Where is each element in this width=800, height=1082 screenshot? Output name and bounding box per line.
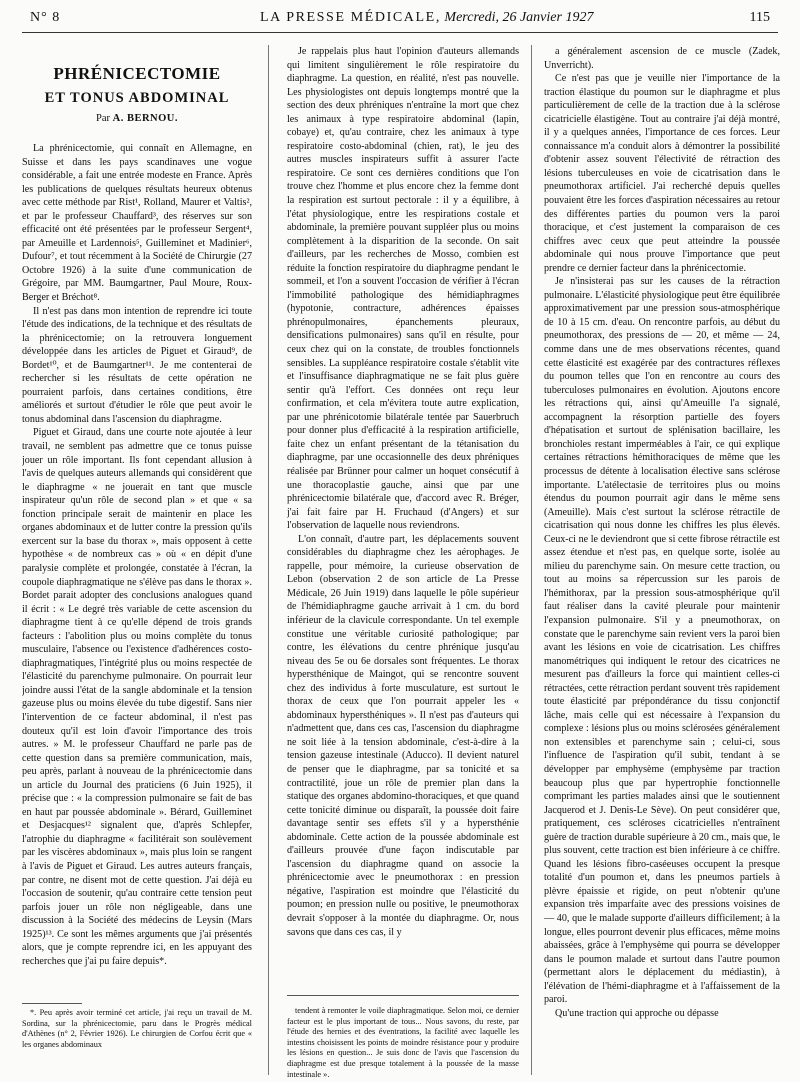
paragraph: L'on connaît, d'autre part, les déplacements souvent considérables du diaphragme chez les aérophages. Je rappelle, pour mémoire, la curieuse observation de Lebon (observation 2 de son article de La Presse Médicale, 26 Juin 1919) dans laquelle le pôle supérieur de l'hémidiaphragme gauche arrivait à 1 cm. du bord inférieur de la clavicule correspondante. Un tel exemple constitue une véritable curiosité pathologique; par contre, les élévations du centre phrénique jusqu'au niveau des 5e ou 6e dorsales sont fréquentes. Le thorax hypersthénique de Maingot, qui se rencontre souvent chez des individus à forte musculature, est surtout le thorax de ceux que l'on pourrait appeler les « abdominaux hypersthéniques ». Il n'est pas d'auteurs qui n'admettent que, dans ces cas, l'ascension du diaphragme ne soit liée à la tension abdominale, c'est-à-dire à la tension gazeuse intestinale (Aducco). Il devient naturel de penser que le diaphragme, par sa tonicité et sa contractilité, joue un rôle de premier plan dans la statique des organes abdomino-thoraciques, et que quand cette tonicité diminue ou disparaît, la poussée doit faire davantage sentir ses effets s'il y a hypersthénie abdominale. Cette action de la poussée abdominale est d'ailleurs prouvée d'une façon indiscutable par l'ascension du diaphragme quand on associe la phrénicectomie avec le pneumothorax : en pression négative, l'aspiration est moindre que l'élasticité du poumon; en pression nulle ou positive, le pneumothorax devrait s'opposer à la montée du diaphragme. Or, nous savons que dans ces cas, il y bbox=[287, 533, 519, 938]
footnote-text: *. Peu après avoir terminé cet article, j'ai reçu un travail de M. Sordina, sur la phrénicectomie, paru dans le Progrès médical d'Athènes (n° 2, Février 1926). Le chirurgien de Corfou écrit que « les organes abdominaux bbox=[22, 1008, 252, 1049]
page-header bbox=[30, 8, 770, 30]
author-name: A. BERNOU. bbox=[112, 113, 178, 124]
paragraph: Je n'insisterai pas sur les causes de la rétraction pulmonaire. L'élasticité physiologique peut être équilibrée approximativement par une pression sous-atmosphérique de 10 à 15 cm. d'eau. On rencontre parfois, au début du pneumothorax, des pressions de — 20, et même — 24, comme dans une de mes observations récentes, quand cette élasticité est exagérée par des contractures réflexes du poumon telles que l'on en rencontre au cours des tuberculoses pulmonaires en évolution. Ajoutons encore les rétractions qui, ainsi qu'Ameuille l'a signalé, accompagnent la résorption partielle des foyers d'hépatisation et surtout de splénisation bacillaire, les bronchioles restant imperméables à l'air, ce qui explique certaines rétractions hémithoraciques de même que les processus de détente à localisation élective sans sclérose importante. L'atélectasie de territoires plus ou moins étendus du poumon pourrait agir dans le même sens (Ameuille). Mais c'est surtout la sclérose rétractile de cicatrisation qui nous donne les chiffres les plus élevés. Ceux-ci ne le deviendront que si cette fibrose rétractile est assez étendue et n'est pas, en quelque sorte, isolée au milieu du parenchyme sain. On mesure cette traction, ou tout au moins sa répercussion sur les parois de l'hémithorax, par la pression sous-atmosphérique qu'il faut réaliser dans la cavité pleurale pour maintenir l'expansion pulmonaire. S'il y a pneumothorax, on constate que le parenchyme sain revient vers la paroi bien avant les lésions en voie de cicatrisation. Les chiffres manométriques qui indiquent le retour des cicatrices ne mesurent pas d'ailleurs la force qui maintient celles-ci rétractées, cette rétraction perdant souvent très rapidement toute élasticité par prépondérance du tissu conjonctif lâche, mais celle qui est nécessaire à l'expansion du complexe : lésions plus ou moins sclérosées généralement non extensibles et parenchyme sain ; celui-ci, sous l'influence de l'aspiration qu'il subit, tendant à se développer par emphysème (emphysème par traction beaucoup plus que par hypertrophie fonctionnelle comprimant les parties malades ainsi que le soutiennent Jacquerod et J. Denis-Le Sève). On peut considérer que, pratiquement, ces scléroses cicatricielles n'entraînent guère de traction durable supérieure à 20 cm., mais que, le plus souvent, cette traction est bien inférieure à ce chiffre. Quand les lésions fibro-caséeuses occupent la presque totalité d'un poumon et, dans les pneumos partiels à plèvre épaissie et rigide, on peut n'obtenir qu'une expansion très imparfaite avec des pressions voisines de — 40, que le malade supporte d'ailleurs difficilement; à la longue, elles pourront devenir plus efficaces, même moins abaissées, grâce à l'emphysème qui pourra se développer dans le poumon malade et surtout dans l'autre poumon (permettant alors le déplacement du médiastin), à l'élévation de l'hémi-diaphragme et à l'affaissement de la paroi. bbox=[544, 276, 780, 1006]
column-2 bbox=[287, 45, 519, 990]
paragraph: Qu'une traction qui approche ou dépasse bbox=[555, 1007, 719, 1019]
header-rule bbox=[22, 32, 778, 33]
column-3 bbox=[544, 45, 780, 1077]
footnote-rule bbox=[287, 995, 519, 996]
article-title: PHRÉNICECTOMIE bbox=[53, 64, 221, 83]
page-number: 115 bbox=[749, 10, 770, 25]
column-divider bbox=[268, 45, 269, 1075]
footnote-text: tendent à remonter le voile diaphragmatique. Selon moi, ce dernier facteur est le plus important de tous... Nous savons, du reste, par l'étude des hernies et des éventrations, la facilité avec laquelle les intestins choisissent les points de moindre résistance pour y produire les lésions en question... Je suis donc de l'avis que l'ascension du diaphragme est due presque totalement à la poussée de la masse intestinale ». bbox=[287, 1006, 519, 1078]
paragraph: La phrénicectomie, qui connaît en Allemagne, en Suisse et dans les pays scandinaves une vogue considérable, a fait une entrée modeste en France. Après les publications de quelques résultats heureux obtenus avec cette méthode par Rist¹, Rolland, Maurer et Valtis², et par le professeur Chauffard³, des réserves sur son efficacité ont été présentées par le professeur Sergent⁴, par Ameuille et Lardennois⁵, Guilleminet et Madinier⁶, Dufour⁷, et tout récemment à la Société de Chirurgie (27 Octobre 1926) à la suite d'une communication de Grégoire, par MM. Baumgartner, Paul Moure, Roux-Berger et Bréchot⁸. bbox=[22, 143, 252, 304]
article-subtitle: ET TONUS ABDOMINAL bbox=[44, 90, 230, 106]
journal-title: LA PRESSE MÉDICALE, Mercredi, 26 Janvier 1927 bbox=[260, 10, 594, 25]
article-heading bbox=[22, 64, 252, 124]
footnote-rule bbox=[22, 1003, 82, 1004]
issue-date: Mercredi, 26 Janvier 1927 bbox=[440, 10, 594, 25]
paragraph: Je rappelais plus haut l'opinion d'auteurs allemands qui limitent singulièrement le rôle respiratoire du diaphragme. La question, en réalité, n'est pas nouvelle. Les physiologistes ont depuis longtemps montré que la section des deux phréniques n'entraîne la mort que chez les animaux à type respiratoire abdominal (lapin, cobaye) et, qu'au contraire, chez les animaux à type respiratoire costo-abdominal (chien, rat), le jeu des autres muscles inspirateurs suffit à assurer l'acte respiratoire. Ce sont ces dernières conditions que l'on trouve chez l'homme et plus encore chez la femme dont la respiration est surtout pectorale : il y a équilibre, à l'état physiologique, entre les respirations costale et abdominale, la première pouvant suppléer plus ou moins complètement à la disparition de la seconde. On sait d'ailleurs, par les recherches de Mosso, combien est réduite la fonction respiratoire du diaphragme pendant le sommeil, et l'on a souvent l'occasion de vérifier à l'écran l'immobilité pathologique des hémidiaphragmes (hypotonie, contracture, adhérences épaisses phrénopulmonaires, épanchements pleuraux, densifications pulmonaires) sans qu'il en résulte, pour ceux chez qui on la constate, de troubles fonctionnels sensibles. La suppléance respiratoire costale s'établit vite et l'insuffisance diaphragmatique ne se fait plus guère sentir qu'à l'effort. Ces données ont reçu leur confirmation, et cela m'évitera toute autre explication, par une phrénicotomie bilatérale tentée par Sauerbruch pour donner plus d'efficacité à la respiration artificielle, faite chez un enfant présentant de la tétanisation du diaphragme, par une occasionnelle des deux phréniques réalisée par Brünner pour calmer un hoquet consécutif à une thoracoplastie gauche, ainsi que par une phrénicectomie bilatérale que, d'accord avec R. Bréger, j'ai fait faire par H. Fruchaud (d'Angers) et sur l'observation de laquelle nous reviendrons. bbox=[287, 46, 519, 532]
issue-number: N° 8 bbox=[30, 10, 61, 25]
paragraph: Ce n'est pas que je veuille nier l'importance de la traction élastique du poumon sur le diaphragme et plus particulièrement de celle de la traction due à la sclérose cicatricielle élastigène. Tout au contraire j'ai déjà montré, il y a quelques années, l'importance de ces forces. Leur connaissance m'a conduit alors à démontrer la possibilité d'obtenir assez souvent l'électivité de rétraction des lésions tuberculeuses en voie de cicatrisation dans le pneumothorax artificiel. J'ai recherché depuis quelles pouvaient être les forces d'aspiration nécessaires au retour des différentes parties du poumon vers la paroi thoracique, et c'est justement la comparaison de ces chiffres avec ceux que peut atteindre la poussée abdominale qui nous prouve l'importance que peut prendre ce dernier facteur dans la phrénicectomie. bbox=[544, 73, 780, 274]
footnote-right bbox=[287, 1006, 519, 1078]
byline: Par A. BERNOU. bbox=[95, 113, 178, 124]
paragraph: a généralement ascension de ce muscle (Zadek, Unverricht). bbox=[544, 46, 780, 71]
column-divider bbox=[531, 45, 532, 1075]
paragraph: Piguet et Giraud, dans une courte note ajoutée à leur travail, ne semblent pas admettre que ce tonus puisse jouer un rôle important. Ils font cependant allusion à l'avis de quelques auteurs allemands qui considèrent que le diaphragme « ne jouerait en tant que muscle inspirateur qu'un rôle de second plan » et que « sa fonction principale serait de maintenir en place les organes abdominaux et de lutter contre la pression qu'ils exercent sur la base du thorax », mais opposent à cette hypothèse « de nombreux cas » où « en dépit d'une paralysie complète et prolongée, constatée à l'écran, la coupole diaphragmatique ne s'élève pas dans le thorax ». Bordet parait adopter des conclusions analogues quand il écrit : « Le degré très variable de cette ascension du diaphragme tient à ce qu'elle dépend de trois grands facteurs : l'abolition plus ou moins complète du tonus musculaire, l'absence ou l'existence d'adhérences costo-diaphragmatiques, l'intégrité plus ou moins respectée de l'élasticité du parenchyme pulmonaire. On pourrait leur joindre aussi l'état de la sangle abdominale et la tension gazeuse plus ou moins élevée du tube digestif. Sans nier l'intervention de ce facteur abdominal, il n'est pas douteux qu'il est loin d'avoir l'importance des trois autres. » M. le professeur Chauffard ne parle pas de cette question dans sa première communication, mais, peu après, parlant à nouveau de la phrénicectomie dans un article du Journal des praticiens (6 Juin 1925), il précise que : « la compression pulmonaire se fait de bas en haut par poussée abdominale ». Bérard, Guilleminet et Desjacques¹² signalent que, d'après Schlepfer, l'atrophie du diaphragme « facilitérait son soulèvement par les viscères abdominaux », mais plus loin se rangent à l'avis de Piguet et Giraud. Les autres auteurs français, par contre, ne disent mot de cette question. J'ai déjà eu l'occasion de soutenir, qu'au contraire cette tension peut parfois jouer un rôle non négligeable, dans une discussion à la Société des médecins de Leysin (Mars 1925)¹³. Ce sont les mêmes arguments que j'ai présentés alors, que je compte reprendre ici, en les appuyant des recherches que j'ai pu faire depuis*. bbox=[22, 427, 252, 967]
footnote-left bbox=[22, 1008, 252, 1078]
paragraph: Il n'est pas dans mon intention de reprendre ici toute l'étude des indications, de la technique et des résultats de la phrénicectomie; on la retrouvera longuement développée dans les articles de Piguet et Giraud⁹, de Bordet¹⁰, et de Baumgartner¹¹. Je me contenterai de rechercher si les résultats de cette opération ne pourraient parfois, dans certaines conditions, être améliorés et surtout d'étudier le rôle que peut avoir le tonus abdominal dans l'ascension du diaphragme. bbox=[22, 305, 252, 425]
column-1 bbox=[22, 142, 252, 997]
